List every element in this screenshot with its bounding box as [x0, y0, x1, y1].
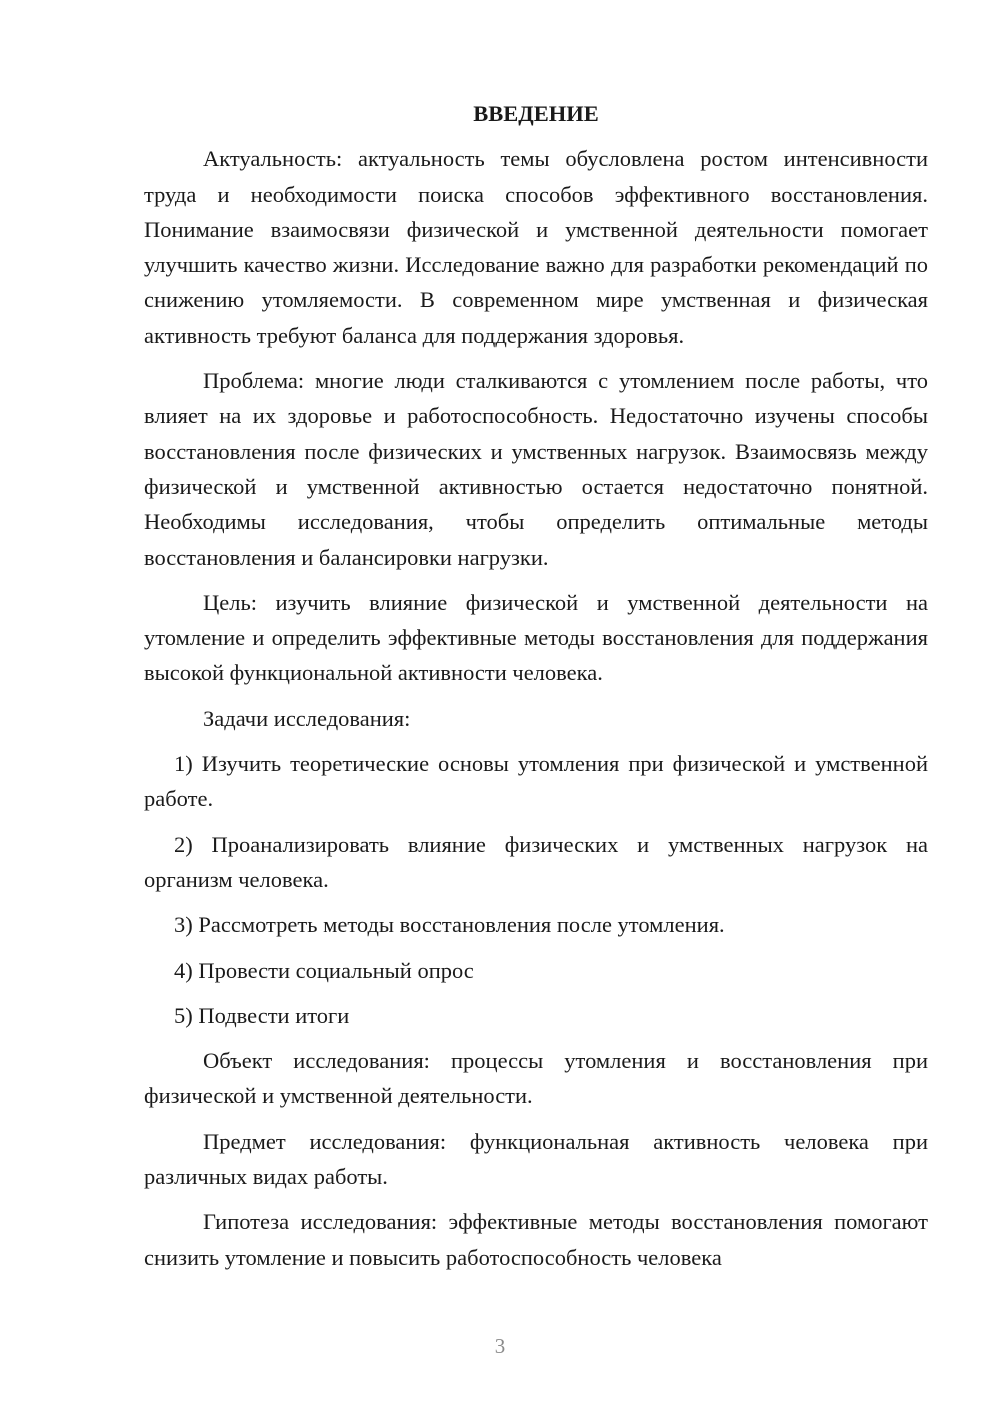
subject-paragraph: Предмет исследования: функциональная активность человека при различных видах работы.: [144, 1128, 928, 1190]
page-title: ВВЕДЕНИЕ: [473, 101, 599, 126]
task-item: 1) Изучить теоретические основы утомления при физической и умственной работе.: [144, 751, 928, 812]
object-paragraph: Объект исследования: процессы утомления и восстановления при физической и умственной деятельности.: [144, 1048, 928, 1109]
problem-paragraph: Проблема: многие люди сталкиваются с утомлением после работы, что влияет на их здоровье и работоспособность. Недостаточно изучены способы восстановления после физических и умственных нагрузок. Взаимосвязь между физической и умственной активностью остается недостаточно понятной. Необходимы исследования, чтобы определить оптимальные методы восстановления и балансировки нагрузки.: [144, 368, 928, 570]
goal-paragraph: Цель: изучить влияние физической и умственной деятельности на утомление и определить эффективные методы восстановления для поддержания высокой функциональной активности человека.: [144, 589, 928, 686]
page-number: 3: [494, 1334, 506, 1358]
task-item: 2) Проанализировать влияние физических и умственных нагрузок на организм человека.: [144, 831, 928, 892]
task-item: 5) Подвести итоги: [174, 1002, 350, 1028]
relevance-paragraph: Актуальность: актуальность темы обусловлена ростом интенсивности труда и необходимости поиска способов эффективного восстановления. Понимание взаимосвязи физической и умственной деятельности помогает улучшить качество жизни. Исследование важно для разработки рекомендаций по снижению утомляемости. В современном мире умственная и физическая активность требуют баланса для поддержания здоровья.: [144, 146, 928, 348]
task-item: 4) Провести социальный опрос: [174, 957, 474, 983]
task-item: 3) Рассмотреть методы восстановления после утомления.: [174, 912, 725, 938]
hypothesis-paragraph: Гипотеза исследования: эффективные методы восстановления помогают снизить утомление и повысить работоспособность человека: [144, 1209, 928, 1270]
document-page: [144, 96, 928, 1285]
tasks-heading: Задачи исследования:: [203, 705, 411, 731]
